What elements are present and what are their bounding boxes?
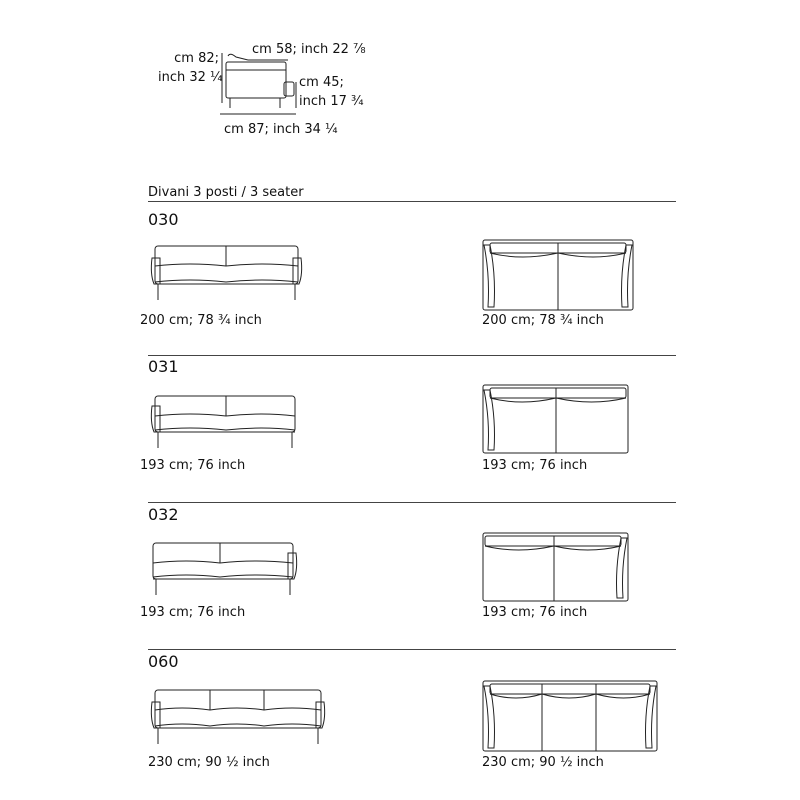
top-view-032 <box>482 532 629 602</box>
model-rule-032 <box>148 502 676 503</box>
top-label-031: 193 cm; 76 inch <box>482 458 588 473</box>
top-view-030 <box>482 239 634 311</box>
front-label-060: 230 cm; 90 ½ inch <box>148 755 270 770</box>
section-title: Divani 3 posti / 3 seater <box>148 185 304 200</box>
height-dimension-inch: inch 32 ¼ <box>158 70 223 85</box>
top-label-060: 230 cm; 90 ½ inch <box>482 755 604 770</box>
front-view-060 <box>150 688 326 748</box>
front-label-031: 193 cm; 76 inch <box>140 458 246 473</box>
model-code-031: 031 <box>148 357 179 376</box>
total-depth-dimension: cm 87; inch 34 ¼ <box>224 122 338 137</box>
front-view-031 <box>150 394 300 452</box>
top-label-030: 200 cm; 78 ¾ inch <box>482 313 604 328</box>
front-label-030: 200 cm; 78 ¾ inch <box>140 313 262 328</box>
model-rule-031 <box>148 355 676 356</box>
front-view-032 <box>150 541 298 599</box>
top-label-032: 193 cm; 76 inch <box>482 605 588 620</box>
seat-height-dimension-inch: inch 17 ¾ <box>299 94 364 109</box>
top-view-031 <box>482 384 629 454</box>
model-code-060: 060 <box>148 652 179 671</box>
front-label-032: 193 cm; 76 inch <box>140 605 246 620</box>
front-view-030 <box>150 244 303 304</box>
side-view-drawing <box>218 48 298 123</box>
section-rule <box>148 201 676 202</box>
model-code-030: 030 <box>148 210 179 229</box>
seat-height-dimension-cm: cm 45; <box>299 75 344 90</box>
top-view-060 <box>482 680 658 752</box>
model-rule-060 <box>148 649 676 650</box>
height-dimension-cm: cm 82; <box>174 51 219 66</box>
seat-depth-dimension: cm 58; inch 22 ⅞ <box>252 42 366 57</box>
model-code-032: 032 <box>148 505 179 524</box>
